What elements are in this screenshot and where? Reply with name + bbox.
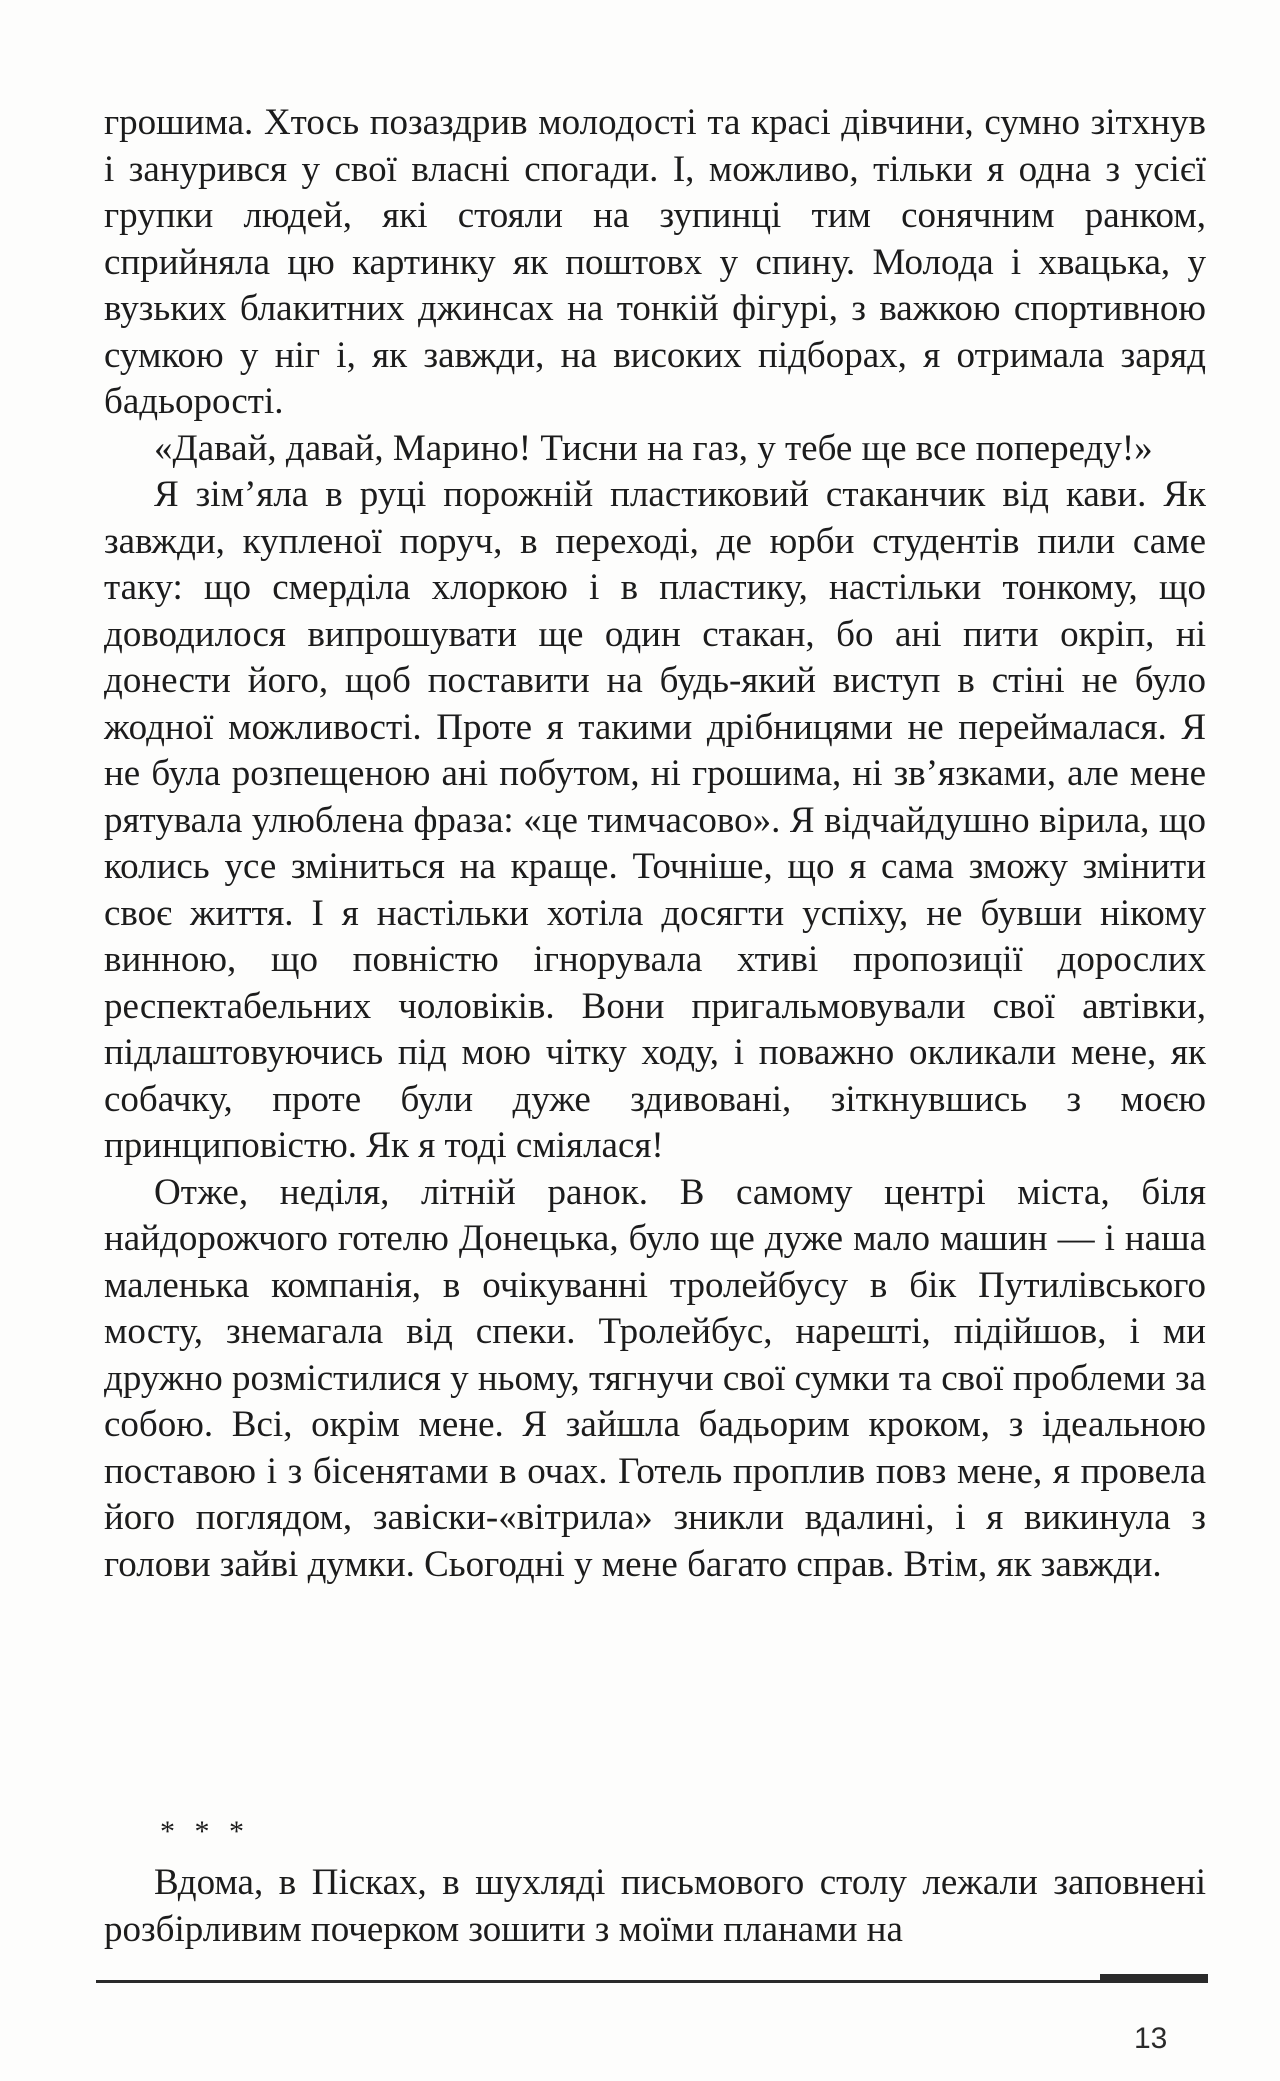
paragraph-3: Я зім’яла в руці порожній пластиковий стаканчик від кави. Як завжди, купленої поруч, в переході, де юрби студентів пили саме таку: що смерділа хлоркою і в пластику, настільки тонкому, що доводилося випрошувати ще один стакан, бо ані пити окріп, ні донести його, щоб поставити на будь-який виступ в стіні не було жодної можливості. Проте я такими дрібницями не переймалася. Я не була розпещеною ані побутом, ні грошима, ні зв’язками, але мене рятувала улюблена фраза: «це тимчасово». Я відчайдушно вірила, що колись усе зміниться на краще. Точніше, що я сама зможу змінити своє життя. І я настільки хотіла досягти успіху, не бувши нікому винною, що повністю ігнорувала хтиві пропозиції дорослих респектабельних чоловіків. Вони пригальмовували свої автівки, підлаштовуючись під мою чітку ходу, і поважно окликали мене, як собачку, проте були дуже здивовані, зіткнувшись з моєю принциповістю. Як я тоді сміялася! [104, 474, 1206, 1166]
paragraph-4: Отже, неділя, літній ранок. В самому центрі міста, біля найдорожчого готелю Донецька, було ще дуже мало машин — і наша маленька компанія, в очікуванні тролейбусу в бік Путилівського мосту, знемагала від спеки. Тролейбус, нарешті, підійшов, і ми дружно розмістилися у ньому, тягнучи свої сумки та свої проблеми за собою. Всі, окрім мене. Я зайшла бадьорим кроком, з ідеальною поставою і з бісенятами в очах. Готель проплив повз мене, я провела його поглядом, завіски-«вітрила» зникли вдалині, і я викинула з голови зайві думки. Сьогодні у мене багато справ. Втім, як завжди. [104, 1171, 1206, 1585]
footer-rule [96, 1980, 1208, 1983]
paragraph-2: «Давай, давай, Марино! Тисни на газ, у тебе ще все попереду!» [154, 427, 1153, 469]
main-text [104, 100, 1206, 1588]
section-separator: * * * [160, 1815, 250, 1848]
continuation-text [104, 1860, 1206, 1953]
footer-mark [1100, 1974, 1208, 1980]
page-number: 13 [1134, 2022, 1168, 2055]
paragraph-1: грошима. Хтось позаздрив молодості та красі дівчини, сумно зітхнув і занурився у свої власні спогади. І, можливо, тільки я одна з усієї групки людей, які стояли на зупинці тим сонячним ранком, сприйняла цю картинку як поштовх у спину. Молода і хвацька, у вузьких блакитних джинсах на тонкій фігурі, з важкою спортивною сумкою у ніг і, як завжди, на високих підборах, я отримала заряд бадьорості. [104, 102, 1206, 422]
paragraph-5: Вдома, в Пісках, в шухляді письмового столу лежали заповнені розбірливим почерком зошити з моїми планами на [104, 1862, 1206, 1950]
